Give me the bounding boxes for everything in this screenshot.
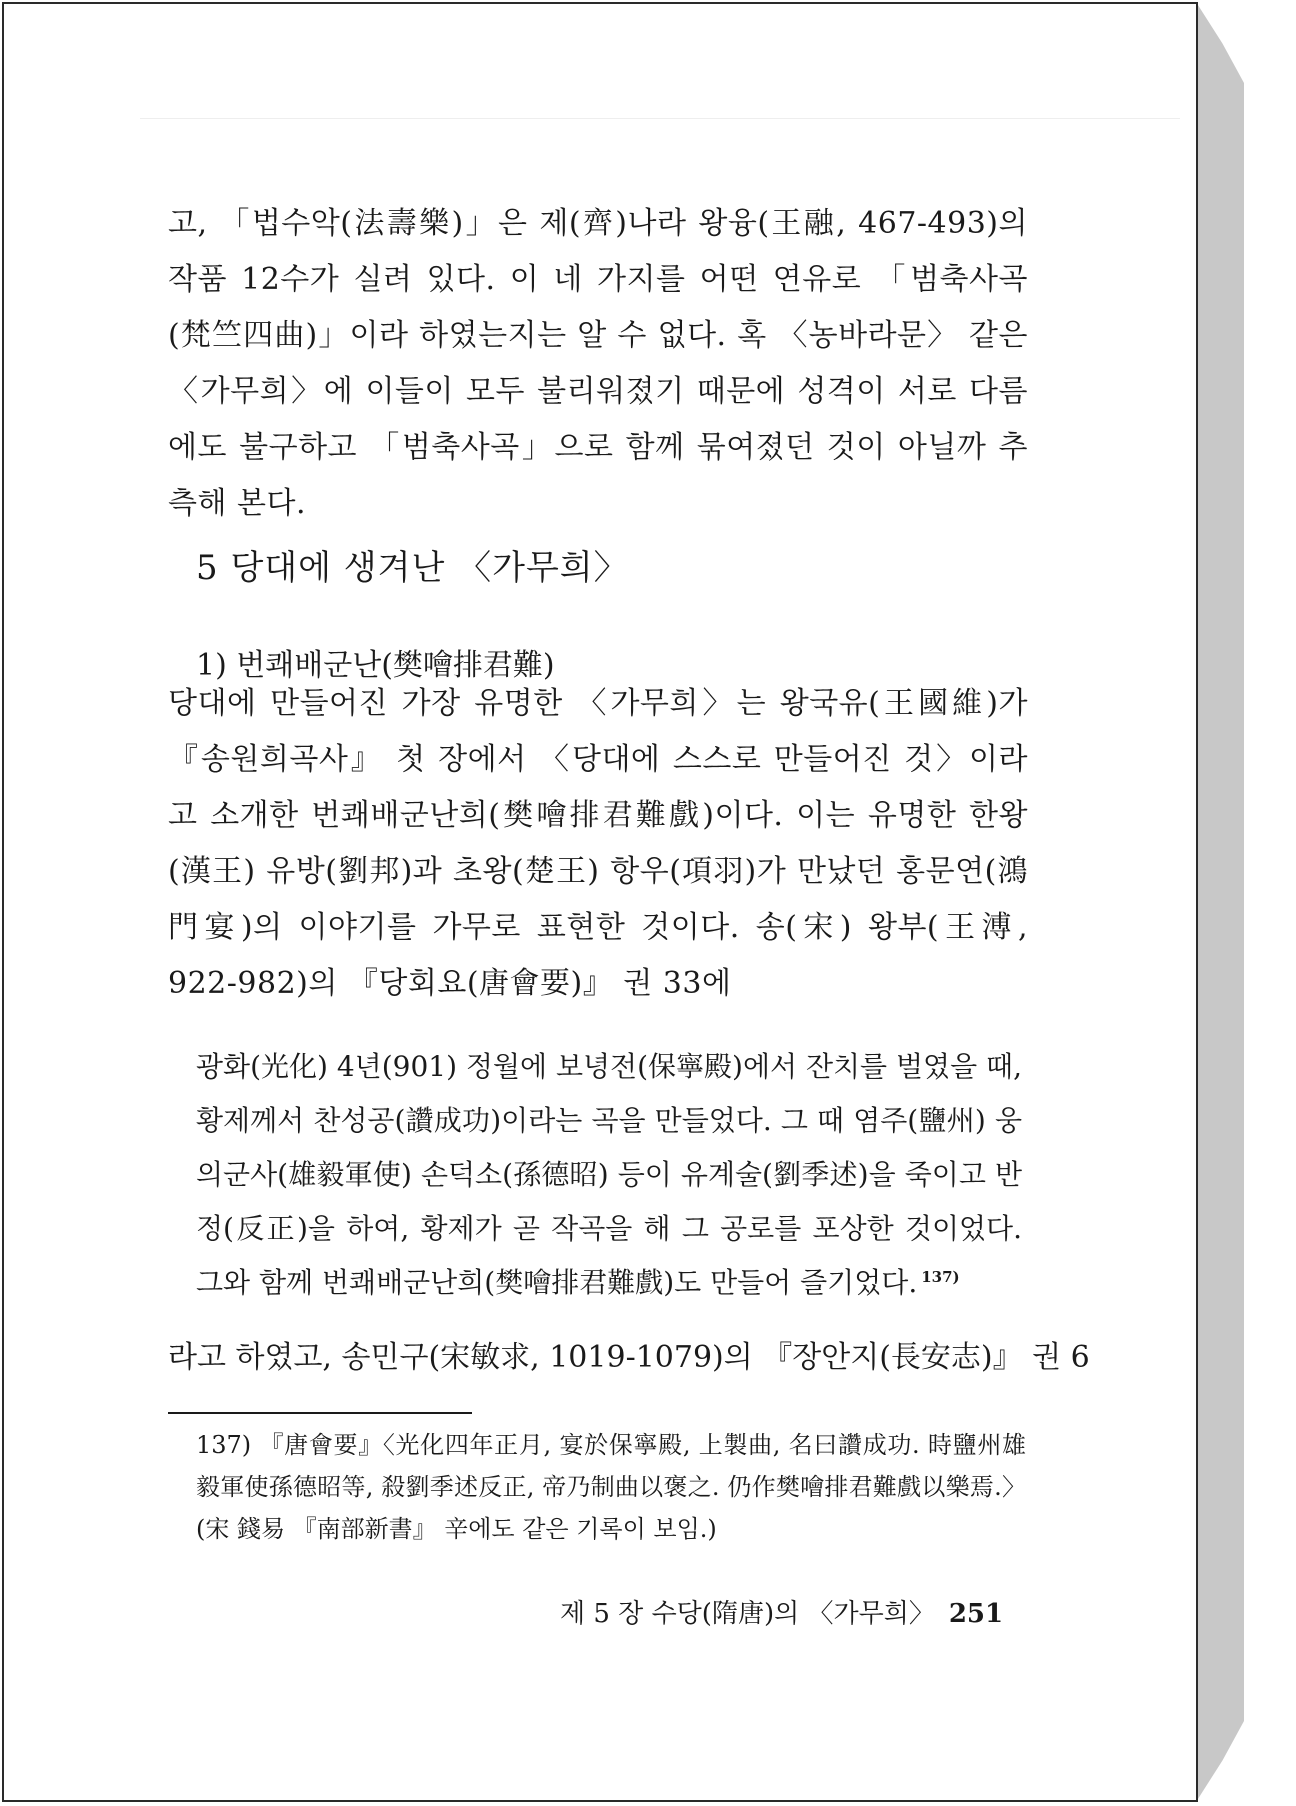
- body-paragraph-2: 당대에 만들어진 가장 유명한 〈가무희〉는 왕국유(王國維)가 『송원희곡사』 첫 장에서 〈당대에 스스로 만들어진 것〉이라고 소개한 번쾌배군난희(樊噲排君難戲)이다. 이는 유명한 한왕(漢王) 유방(劉邦)과 초왕(楚王) 항우(項羽)가 만났던 홍문연(鴻門宴)의 이야기를 가무로 표현한 것이다. 송(宋) 왕부(王溥, 922-982)의 『당회요(唐會要)』 권 33에: [168, 686, 1028, 1001]
- block-quote: [196, 1040, 1022, 1310]
- page-stack-edge: [1196, 2, 1244, 1802]
- footnote-137: 137) 『唐會要』〈光化四年正月, 宴於保寧殿, 上製曲, 名曰讚成功. 時鹽州雄毅軍使孫德昭等, 殺劉季述反正, 帝乃制曲以褒之. 仍作樊噲排君難戲以樂焉.〉(宋 錢易 『南部新書』 辛에도 같은 기록이 보임.): [196, 1431, 1026, 1543]
- running-footer: [560, 1594, 1030, 1634]
- chapter-title: 제 5 장 수당(隋唐)의 〈가무희〉: [560, 1599, 935, 1629]
- section-heading: 5 당대에 생겨난 〈가무희〉: [196, 548, 629, 588]
- block-quote-text: 광화(光化) 4년(901) 정월에 보녕전(保寧殿)에서 잔치를 벌였을 때, 황제께서 찬성공(讚成功)이라는 곡을 만들었다. 그 때 염주(鹽州) 웅의군사(雄毅軍使) 손덕소(孫德昭) 등이 유계술(劉季述)을 죽이고 반정(反正)을 하여, 황제가 곧 작곡을 해 그 공로를 포상한 것이었다. 그와 함께 번쾌배군난희(樊噲排君難戲)도 만들어 즐기었다.: [196, 1050, 1022, 1299]
- footnote-reference: 137): [921, 1267, 960, 1286]
- subsection-heading: 1) 번쾌배군난(樊噲排君難): [196, 648, 555, 683]
- body-paragraph-1: 고, 「법수악(法壽樂)」은 제(齊)나라 왕융(王融, 467-493)의 작품 12수가 실려 있다. 이 네 가지를 어떤 연유로 「범축사곡(梵竺四曲)」이라 하였는지는 알 수 없다. 혹 〈농바라문〉 같은 〈가무희〉에 이들이 모두 불리워졌기 때문에 성격이 서로 다름에도 불구하고 「범축사곡」으로 함께 묶여졌던 것이 아닐까 추측해 본다.: [168, 206, 1028, 521]
- page-number: 251: [948, 1599, 1004, 1629]
- body-paragraph-3: 라고 하였고, 송민구(宋敏求, 1019-1079)의 『장안지(長安志)』 권 6: [168, 1340, 1090, 1375]
- page-edge-line: [1196, 2, 1198, 1802]
- scan-artifact-line: [140, 118, 1180, 119]
- footnote-separator: [168, 1412, 472, 1414]
